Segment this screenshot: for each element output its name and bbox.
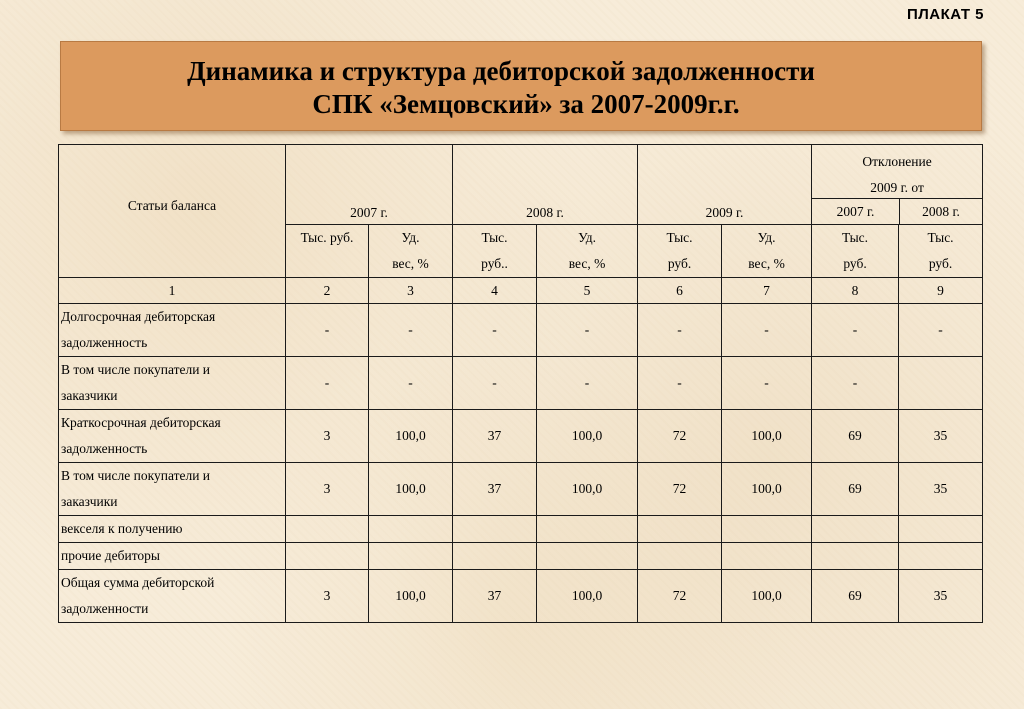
column-number: 6 (638, 278, 722, 304)
row-label-line-2: заказчики (61, 388, 118, 403)
header-article-label: Статьи баланса (127, 198, 217, 213)
table-cell: 100,0 (722, 410, 812, 463)
row-label (59, 357, 286, 410)
table-cell: 100,0 (369, 463, 453, 516)
table-cell (453, 516, 537, 543)
table-row (59, 570, 983, 623)
unit-col-6 (638, 225, 722, 278)
table-cell: 69 (812, 410, 899, 463)
table-cell (453, 543, 537, 570)
header-deviation-line-2: 2009 г. от (870, 180, 924, 195)
table-cell: 3 (286, 570, 369, 623)
title-banner (60, 41, 982, 131)
column-number: 3 (369, 278, 453, 304)
table-cell: - (812, 304, 899, 357)
unit-col-9-line-1: Тыс. (927, 230, 954, 245)
header-year-2007-label: 2007 г. (350, 205, 388, 220)
row-label-line-1: Краткосрочная дебиторская (61, 415, 221, 430)
unit-col-3-line-2: вес, % (392, 256, 429, 271)
unit-col-7-line-1: Уд. (757, 230, 776, 245)
row-label (59, 410, 286, 463)
row-label-line-1: Долгосрочная дебиторская (61, 309, 216, 324)
table-cell (286, 543, 369, 570)
row-label (59, 516, 286, 543)
unit-col-6-line-2: руб. (667, 256, 692, 271)
table-cell: 37 (453, 570, 537, 623)
header-dev-2007-label: 2007 г. (836, 204, 875, 219)
column-number: 1 (59, 278, 286, 304)
table-row (59, 410, 983, 463)
column-number: 8 (812, 278, 899, 304)
unit-col-8-line-2: руб. (843, 256, 867, 271)
unit-col-6-line-1: Тыс. (666, 230, 693, 245)
unit-col-9-line-2: руб. (928, 256, 953, 271)
table-cell (812, 543, 899, 570)
column-number: 9 (899, 278, 983, 304)
table-cell (812, 516, 899, 543)
table-cell (899, 543, 983, 570)
row-label-line-1: векселя к получению (61, 521, 183, 536)
table-cell: 35 (899, 463, 983, 516)
header-deviation (812, 145, 983, 225)
table-cell (899, 357, 983, 410)
unit-col-3 (369, 225, 453, 278)
table-cell: 72 (638, 463, 722, 516)
table-cell (369, 516, 453, 543)
unit-col-7 (722, 225, 812, 278)
unit-col-4 (453, 225, 537, 278)
table-cell: 35 (899, 410, 983, 463)
unit-col-8-line-1: Тыс. (842, 230, 869, 245)
table-cell (899, 516, 983, 543)
poster-label: ПЛАКАТ 5 (906, 6, 984, 23)
row-label-line-2: задолженности (61, 601, 149, 616)
table-cell: - (899, 304, 983, 357)
table-cell: - (453, 304, 537, 357)
column-number: 2 (286, 278, 369, 304)
table-row (59, 516, 983, 543)
table-cell: - (286, 357, 369, 410)
table-cell: - (722, 304, 812, 357)
table-row (59, 543, 983, 570)
table-cell: 100,0 (369, 570, 453, 623)
table-cell: - (537, 357, 638, 410)
table-cell: - (812, 357, 899, 410)
header-year-2009-label: 2009 г. (705, 205, 744, 220)
table-cell (722, 516, 812, 543)
table-cell: 100,0 (537, 463, 638, 516)
row-label-line-1: Общая сумма дебиторской (61, 575, 215, 590)
table-cell (537, 516, 638, 543)
header-dev-2008-label: 2008 г. (922, 204, 960, 219)
row-label-line-1: прочие дебиторы (61, 548, 161, 563)
table-cell (369, 543, 453, 570)
header-year-2009 (638, 145, 812, 225)
table-cell: 35 (899, 570, 983, 623)
unit-col-5-line-1: Уд. (578, 230, 596, 245)
table-cell: 72 (638, 570, 722, 623)
page-title-line-2: СПК «Земцовский» за 2007-2009г.г. (312, 89, 740, 119)
row-label (59, 543, 286, 570)
table-cell: - (638, 304, 722, 357)
table-header-row (59, 145, 983, 225)
row-label-line-1: В том числе покупатели и (61, 468, 211, 483)
table-cell: - (537, 304, 638, 357)
table-cell: - (453, 357, 537, 410)
table-cell: - (286, 304, 369, 357)
table-cell: 100,0 (722, 463, 812, 516)
column-number: 5 (537, 278, 638, 304)
header-article (59, 145, 286, 278)
row-label-line-1: В том числе покупатели и (61, 362, 211, 377)
table-cell: 72 (638, 410, 722, 463)
table-cell: 37 (453, 463, 537, 516)
header-dev-2007 (812, 199, 900, 224)
table-cell: - (638, 357, 722, 410)
unit-col-2-line-1: Тыс. руб. (300, 230, 354, 245)
column-number: 4 (453, 278, 537, 304)
unit-col-4-line-2: руб.. (481, 256, 508, 271)
table-cell: 100,0 (369, 410, 453, 463)
row-label (59, 463, 286, 516)
table-cell (537, 543, 638, 570)
table-row (59, 463, 983, 516)
unit-col-4-line-1: Тыс. (481, 230, 508, 245)
table-row (59, 357, 983, 410)
row-label-line-2: задолженность (61, 441, 148, 456)
column-numbers-row (59, 278, 983, 304)
header-year-2007 (286, 145, 453, 225)
page-title-line-1: Динамика и структура дебиторской задолженности (187, 56, 815, 86)
row-label (59, 304, 286, 357)
table-cell (722, 543, 812, 570)
unit-col-5-line-2: вес, % (568, 256, 606, 271)
column-number: 7 (722, 278, 812, 304)
row-label (59, 570, 286, 623)
table-cell (286, 516, 369, 543)
table-cell: - (369, 304, 453, 357)
table-cell: - (722, 357, 812, 410)
table-cell (638, 543, 722, 570)
unit-col-5 (537, 225, 638, 278)
table-cell: 3 (286, 463, 369, 516)
table-cell: 37 (453, 410, 537, 463)
unit-col-8 (812, 225, 899, 278)
table-cell: 100,0 (537, 410, 638, 463)
table-cell: - (369, 357, 453, 410)
unit-col-7-line-2: вес, % (748, 256, 785, 271)
receivables-table (58, 144, 983, 623)
row-label-line-2: задолженность (61, 335, 148, 350)
table-cell: 100,0 (722, 570, 812, 623)
header-year-2008 (453, 145, 638, 225)
table-cell: 69 (812, 570, 899, 623)
table-cell: 100,0 (537, 570, 638, 623)
header-deviation-line-1: Отклонение (862, 154, 932, 169)
unit-col-2 (286, 225, 369, 278)
unit-col-3-line-1: Уд. (401, 230, 420, 245)
header-dev-2008 (900, 199, 982, 224)
table-cell: 3 (286, 410, 369, 463)
row-label-line-2: заказчики (61, 494, 118, 509)
table-cell (638, 516, 722, 543)
table-cell: 69 (812, 463, 899, 516)
unit-col-9 (899, 225, 983, 278)
header-year-2008-label: 2008 г. (526, 205, 564, 220)
table-row (59, 304, 983, 357)
